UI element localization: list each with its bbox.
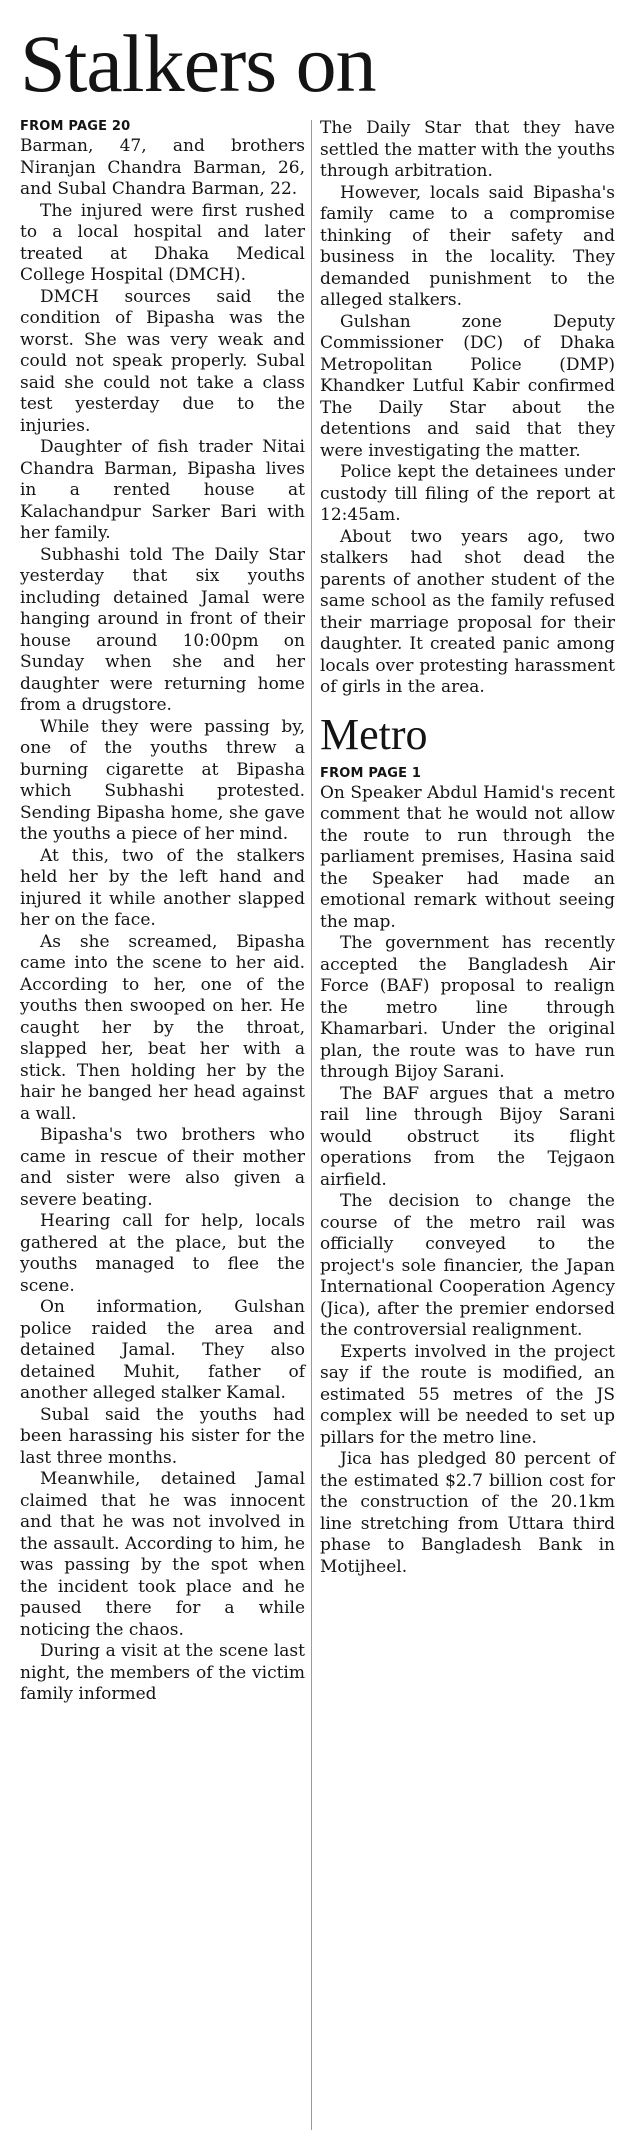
- left-paragraph: Subhashi told The Daily Star yesterday that six youths including detained Jamal were hanging around in front of their house around 10:00pm on Sunday when she and her daughter were returning home from a drugstore.: [20, 544, 305, 715]
- left-paragraph: The injured were first rushed to a local hospital and later treated at Dhaka Medical College Hospital (DMCH).: [20, 200, 305, 285]
- left-paragraph: Meanwhile, detained Jamal claimed that he was innocent and that he was not involved in the assault. According to him, he was passing by the spot when the incident took place and he paused there for a while noticing the chaos.: [20, 1469, 306, 1640]
- left-paragraph: While they were passing by, one of the youths threw a burning cigarette at Bipasha which Subhashi protested. Sending Bipasha home, she gave the youths a piece of her mind.: [20, 716, 305, 844]
- left-paragraph: Bipasha's two brothers who came in rescue of their mother and sister were also given a severe beating.: [20, 1125, 305, 1210]
- left-column: [20, 118, 305, 1706]
- metro-paragraph: Experts involved in the project say if the route is modified, an estimated 55 metres of the JS complex will be needed to set up pillars for the metro line.: [320, 1341, 615, 1448]
- right-paragraph: However, locals said Bipasha's family came to a compromise thinking of their safety and business in the locality. They demanded punishment to the alleged stalkers.: [320, 182, 615, 310]
- column-rule: [311, 120, 312, 2130]
- metro-kicker: FROM PAGE 1: [320, 765, 422, 781]
- metro-paragraph: The decision to change the course of the metro rail was officially conveyed to the project's sole financier, the Japan International Cooperation Agency (Jica), after the premier endorsed the controversial realignment.: [320, 1191, 615, 1340]
- headline-metro: Metro: [320, 709, 428, 759]
- left-paragraph: Daughter of fish trader Nitai Chandra Barman, Bipasha lives in a rented house at Kalachandpur Sarker Bari with her family.: [20, 437, 305, 543]
- right-paragraph: The Daily Star that they have settled the matter with the youths through arbitration.: [320, 118, 615, 181]
- right-paragraph: About two years ago, two stalkers had shot dead the parents of another student of the same school as the family refused their marriage proposal for their daughter. It created panic among locals over protesting harassment of girls in the area.: [320, 526, 615, 697]
- left-paragraph: Hearing call for help, locals gathered at the place, but the youths managed to flee the scene.: [20, 1211, 305, 1296]
- left-paragraph: During a visit at the scene last night, the members of the victim family informed: [20, 1641, 305, 1704]
- left-paragraph: On information, Gulshan police raided the area and detained Jamal. They also detained Muhit, father of another alleged stalker Kamal.: [20, 1297, 305, 1403]
- metro-paragraph: The BAF argues that a metro rail line through Bijoy Sarani would obstruct its flight operations from the Tejgaon airfield.: [320, 1083, 615, 1190]
- left-paragraph: DMCH sources said the condition of Bipasha was the worst. She was very weak and could not speak properly. Subal said she could not take a class test yesterday due to the injuries.: [20, 286, 305, 436]
- metro-paragraph: Jica has pledged 80 percent of the estimated $2.7 billion cost for the construction of the 20.1km line stretching from Uttara third phase to Bangladesh Bank in Motijheel.: [320, 1449, 615, 1577]
- right-paragraph: Police kept the detainees under custody till filing of the report at 12:45am.: [320, 462, 615, 525]
- left-paragraph: At this, two of the stalkers held her by the left hand and injured it while another slapped her on the face.: [20, 845, 305, 930]
- left-paragraph: As she screamed, Bipasha came into the scene to her aid. According to her, one of the youths then swooped on her. He caught her by the throat, slapped her, beat her with a stick. Then holding her by the hair he banged her head against a wall.: [20, 931, 305, 1124]
- metro-paragraph: On Speaker Abdul Hamid's recent comment that he would not allow the route to run through the parliament premises, Hasina said the Speaker had made an emotional remark without seeing the map.: [320, 782, 615, 932]
- metro-paragraph: The government has recently accepted the Bangladesh Air Force (BAF) proposal to realign the metro line through Khamarbari. Under the original plan, the route was to have run through Bijoy Sarani.: [320, 933, 615, 1082]
- right-paragraph: Gulshan zone Deputy Commissioner (DC) of Dhaka Metropolitan Police (DMP) Khandker Lutful Kabir confirmed The Daily Star about the detentions and said that they were investigating the matter.: [320, 311, 615, 461]
- left-paragraph: Subal said the youths had been harassing his sister for the last three months.: [20, 1404, 305, 1468]
- left-paragraph: Barman, 47, and brothers Niranjan Chandra Barman, 26, and Subal Chandra Barman, 22.: [20, 136, 305, 199]
- right-column: [320, 118, 615, 1578]
- headline-stalkers: Stalkers on: [20, 18, 376, 109]
- stalkers-kicker: FROM PAGE 20: [20, 119, 131, 134]
